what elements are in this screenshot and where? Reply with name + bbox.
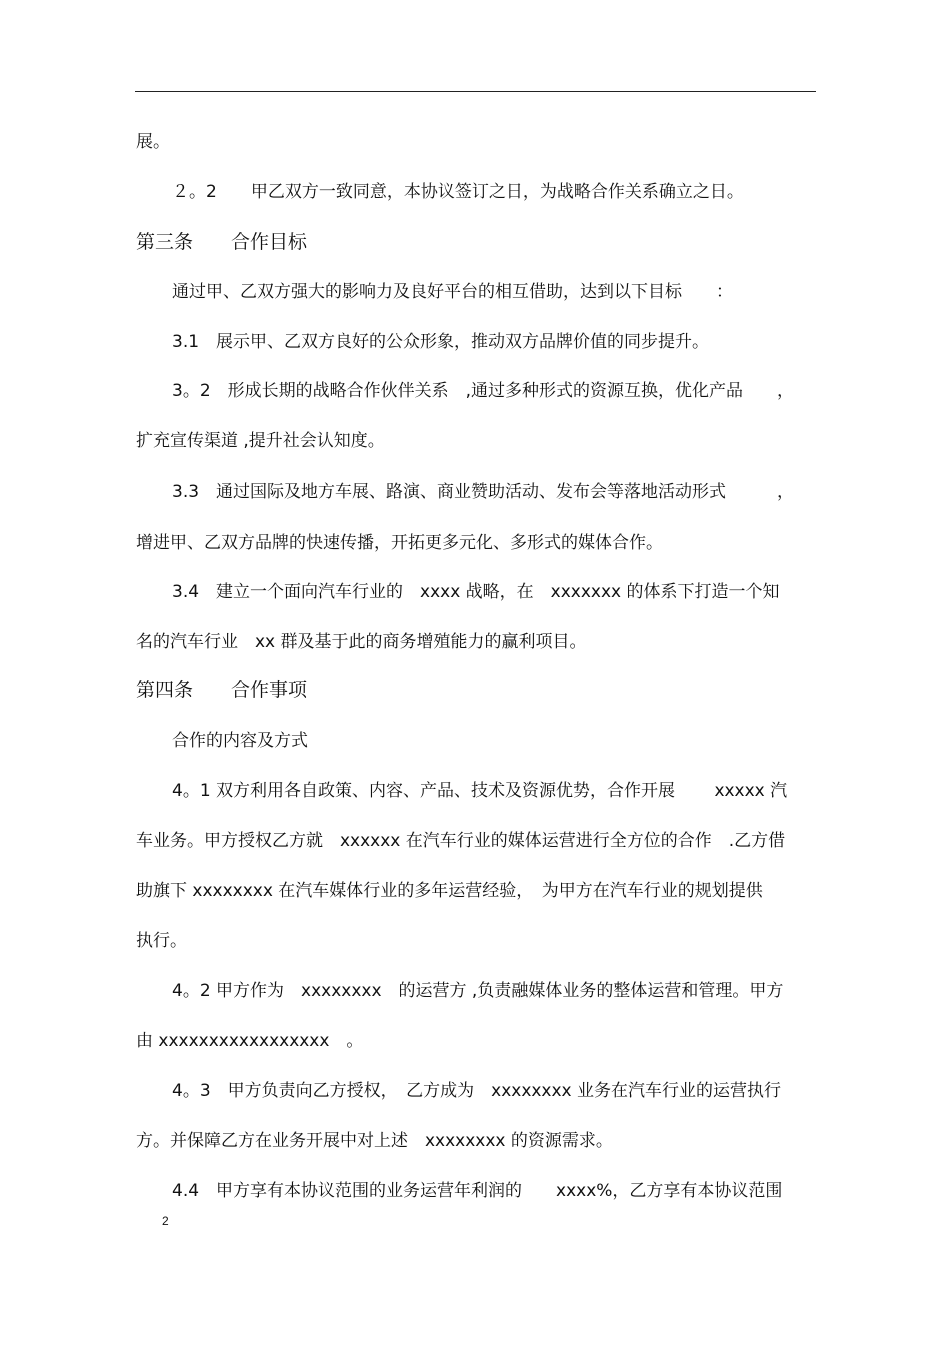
clause-2-2: ２。2 甲乙双方一致同意，本协议签订之日，为战略合作关系确立之日。 [172, 182, 744, 202]
text-line: 助旗下 xxxxxxxx 在汽车媒体行业的多年运营经验， 为甲方在汽车行业的规划提供 [136, 881, 763, 901]
text-line: 展。 [136, 132, 170, 152]
clause-4-4: 4.4 甲方享有本协议范围的业务运营年利润的 xxxx%，乙方享有本协议范围 [172, 1181, 783, 1201]
clause-4-3: 4。3 甲方负责向乙方授权， 乙方成为 xxxxxxxx 业务在汽车行业的运营执行 [172, 1081, 782, 1101]
text-line: 增进甲、乙双方品牌的快速传播，开拓更多元化、多形式的媒体合作。 [136, 533, 663, 553]
article-4-heading: 第四条 合作事项 [136, 679, 308, 701]
text-line: 执行。 [136, 931, 187, 951]
clause-3-2: 3。2 形成长期的战略合作伙伴关系 ,通过多种形式的资源互换，优化产品 ， [172, 381, 795, 401]
text-line: 由 xxxxxxxxxxxxxxxxx 。 [136, 1031, 364, 1051]
clause-3-4: 3.4 建立一个面向汽车行业的 xxxx 战略，在 xxxxxxx 的体系下打造一个知 [172, 582, 780, 602]
text-line: 方。并保障乙方在业务开展中对上述 xxxxxxxx 的资源需求。 [136, 1131, 613, 1151]
page-number: 2 [162, 1214, 169, 1228]
text-line: 通过甲、乙双方强大的影响力及良好平台的相互借助，达到以下目标 ： [172, 282, 733, 302]
text-line: 车业务。甲方授权乙方就 xxxxxx 在汽车行业的媒体运营进行全方位的合作 .乙方借 [136, 831, 786, 851]
subheading: 合作的内容及方式 [172, 731, 308, 751]
header-rule [135, 91, 816, 92]
text-line: 名的汽车行业 xx 群及基于此的商务增殖能力的赢利项目。 [136, 632, 587, 652]
clause-4-2: 4。2 甲方作为 xxxxxxxx 的运营方 ,负责融媒体业务的整体运营和管理。甲方 [172, 981, 784, 1001]
text-line: 扩充宣传渠道 ,提升社会认知度。 [136, 431, 385, 451]
article-3-heading: 第三条 合作目标 [136, 231, 308, 253]
clause-3-1: 3.1 展示甲、乙双方良好的公众形象，推动双方品牌价值的同步提升。 [172, 332, 710, 352]
clause-4-1: 4。1 双方利用各自政策、内容、产品、技术及资源优势，合作开展 xxxxx 汽 [172, 781, 788, 801]
clause-3-3: 3.3 通过国际及地方车展、路演、商业赞助活动、发布会等落地活动形式 ， [172, 482, 795, 502]
